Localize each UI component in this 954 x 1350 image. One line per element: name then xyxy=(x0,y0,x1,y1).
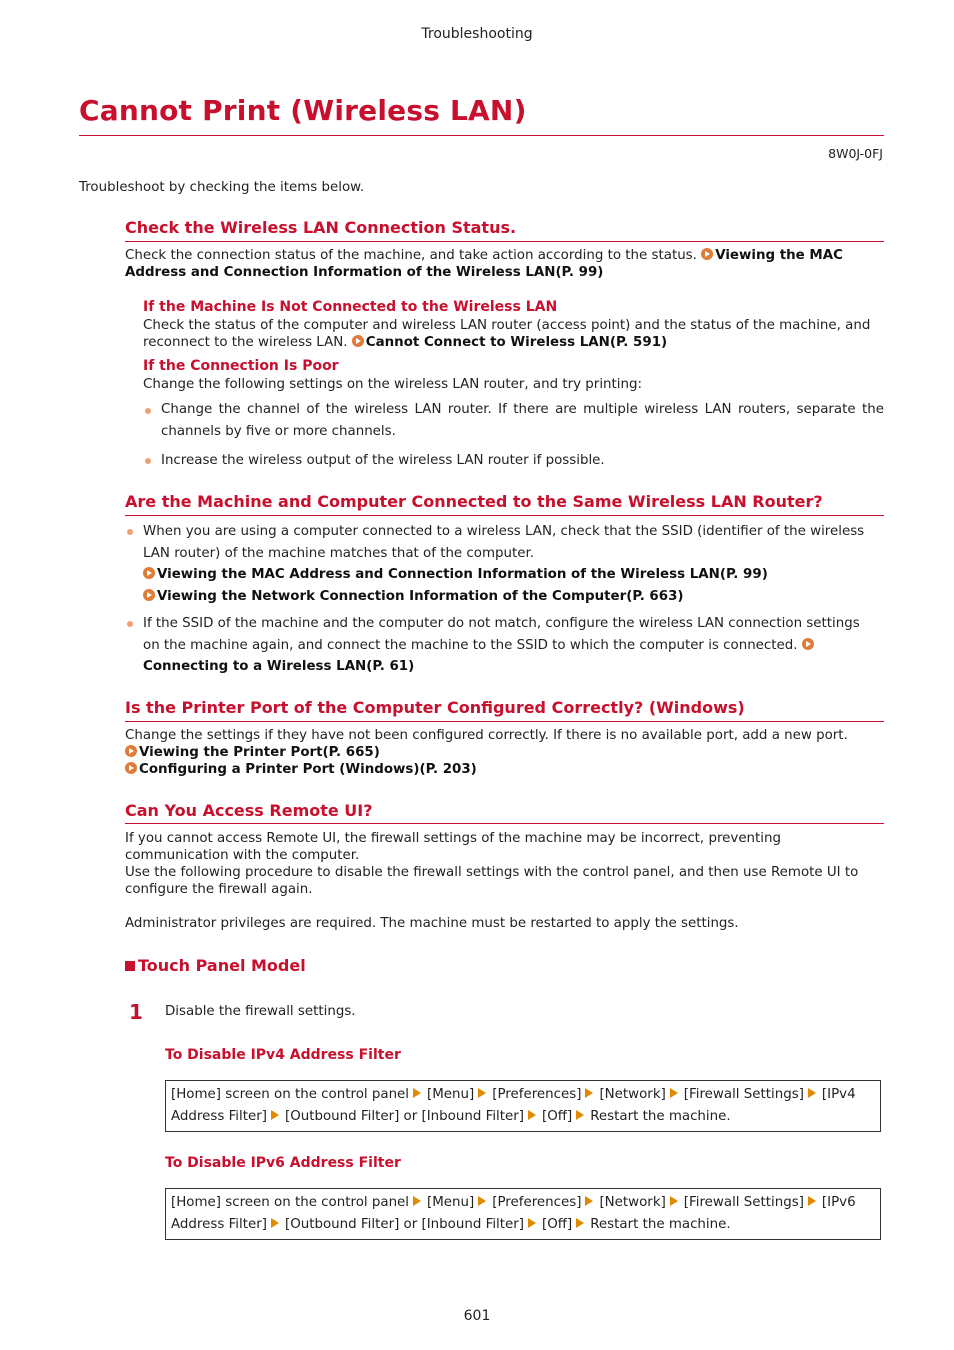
link-arrow-icon xyxy=(143,567,155,579)
link-arrow-icon xyxy=(143,589,155,601)
link-arrow-icon xyxy=(352,335,364,347)
arrow-right-icon xyxy=(808,1196,816,1206)
section-divider xyxy=(125,823,884,824)
link-mac-address-a[interactable]: Viewing the MAC xyxy=(715,248,843,263)
body-text: Administrator privileges are required. The machine must be restarted to apply the settings. xyxy=(125,916,739,931)
subheading-not-connected: If the Machine Is Not Connected to the Wireless LAN xyxy=(143,299,558,315)
list-item-text: LAN router) of the machine matches that of the computer. xyxy=(143,545,535,561)
path-step: [Home] screen on the control panel xyxy=(171,1087,410,1102)
path-step: [IPv4 xyxy=(821,1087,856,1102)
path-step: Restart the machine. xyxy=(590,1109,731,1124)
arrow-right-icon xyxy=(271,1110,279,1120)
path-step: [Outbound Filter] or [Inbound Filter] xyxy=(284,1109,524,1124)
list-item-text: Change the channel of the wireless LAN router. If there are multiple wireless LAN routers, separate the xyxy=(161,402,884,417)
arrow-right-icon xyxy=(585,1088,593,1098)
link-viewing-printer-port[interactable]: Viewing the Printer Port(P. 665) xyxy=(139,745,380,760)
square-bullet-icon xyxy=(125,961,135,971)
path-step: [Firewall Settings] xyxy=(683,1195,804,1210)
arrow-right-icon xyxy=(478,1196,486,1206)
section-heading-same-router: Are the Machine and Computer Connected to the Same Wireless LAN Router? xyxy=(125,492,823,511)
model-heading-text: Touch Panel Model xyxy=(138,956,306,975)
path-step: [IPv6 xyxy=(821,1195,856,1210)
subheading-ipv4: To Disable IPv4 Address Filter xyxy=(165,1047,401,1063)
subheading-poor-connection: If the Connection Is Poor xyxy=(143,358,339,374)
step-number: 1 xyxy=(129,1000,143,1024)
body-text: Change the settings if they have not been configured correctly. If there is no available port, add a new port. xyxy=(125,728,848,743)
section-heading-remote-ui: Can You Access Remote UI? xyxy=(125,801,373,820)
ipv4-procedure-box xyxy=(165,1080,881,1132)
document-id: 8W0J-0FJ xyxy=(828,146,883,161)
body-text: Check the connection status of the machine, and take action according to the status. xyxy=(125,248,697,263)
body-text: Use the following procedure to disable the firewall settings with the control panel, and then use Remote UI to xyxy=(125,865,859,880)
list-item-text: When you are using a computer connected to a wireless LAN, check that the SSID (identifier of the wireless xyxy=(143,524,865,539)
arrow-right-icon xyxy=(528,1110,536,1120)
link-network-connection[interactable]: Viewing the Network Connection Information of the Computer(P. 663) xyxy=(157,588,684,604)
body-text: communication with the computer. xyxy=(125,848,360,863)
path-step: [Network] xyxy=(599,1195,666,1210)
path-step: [Off] xyxy=(541,1217,573,1232)
link-arrow-icon xyxy=(125,762,137,774)
model-heading xyxy=(125,956,306,975)
section-body xyxy=(125,247,885,281)
step-text: Disable the firewall settings. xyxy=(165,1004,356,1019)
arrow-right-icon xyxy=(576,1218,584,1228)
list-item-text: channels by five or more channels. xyxy=(161,424,396,439)
arrow-right-icon xyxy=(271,1218,279,1228)
arrow-right-icon xyxy=(808,1088,816,1098)
body-text: reconnect to the wireless LAN. xyxy=(143,335,348,350)
path-step: Restart the machine. xyxy=(590,1217,731,1232)
link-configuring-printer-port[interactable]: Configuring a Printer Port (Windows)(P. 203) xyxy=(139,762,477,777)
section-body xyxy=(125,830,885,932)
arrow-right-icon xyxy=(528,1218,536,1228)
link-mac-address[interactable]: Viewing the MAC Address and Connection Information of the Wireless LAN(P. 99) xyxy=(157,567,768,582)
section-divider xyxy=(125,721,884,722)
link-mac-address-b[interactable]: Address and Connection Information of the Wireless LAN(P. 99) xyxy=(125,265,604,280)
page-number: 601 xyxy=(463,1308,491,1324)
body-text: If you cannot access Remote UI, the firewall settings of the machine may be incorrect, preventing xyxy=(125,831,781,846)
link-arrow-icon xyxy=(125,745,137,757)
path-step: [Menu] xyxy=(427,1195,475,1210)
arrow-right-icon xyxy=(413,1088,421,1098)
bullet-icon xyxy=(127,621,133,627)
arrow-right-icon xyxy=(585,1196,593,1206)
link-arrow-icon xyxy=(701,248,713,260)
subsection-body xyxy=(143,317,885,351)
path-step: Address Filter] xyxy=(171,1109,267,1124)
path-step: [Home] screen on the control panel xyxy=(171,1195,410,1210)
link-arrow-icon xyxy=(802,638,814,650)
path-step: Address Filter] xyxy=(171,1217,267,1232)
list-item xyxy=(161,399,884,443)
section-divider xyxy=(125,241,884,242)
path-step: [Outbound Filter] or [Inbound Filter] xyxy=(284,1217,524,1232)
body-text: Check the status of the computer and wireless LAN router (access point) and the status of the machine, and xyxy=(143,318,871,333)
link-connecting-wireless[interactable]: Connecting to a Wireless LAN(P. 61) xyxy=(143,659,415,674)
page-title: Cannot Print (Wireless LAN) xyxy=(79,94,527,127)
arrow-right-icon xyxy=(413,1196,421,1206)
path-step: [Firewall Settings] xyxy=(683,1087,804,1102)
section-divider xyxy=(125,515,884,516)
section-heading-wireless-status: Check the Wireless LAN Connection Status. xyxy=(125,218,517,237)
list-item: Increase the wireless output of the wireless LAN router if possible. xyxy=(161,453,605,468)
arrow-right-icon xyxy=(670,1196,678,1206)
path-step: [Network] xyxy=(599,1087,666,1102)
list-item-text: If the SSID of the machine and the computer do not match, configure the wireless LAN connection settings xyxy=(143,616,860,631)
intro-text: Troubleshoot by checking the items below. xyxy=(79,180,365,195)
subheading-ipv6: To Disable IPv6 Address Filter xyxy=(165,1155,401,1171)
path-step: [Off] xyxy=(541,1109,573,1124)
path-step: [Preferences] xyxy=(492,1087,582,1102)
title-divider xyxy=(79,135,884,136)
list-item xyxy=(143,521,885,607)
section-heading-printer-port: Is the Printer Port of the Computer Configured Correctly? (Windows) xyxy=(125,698,745,717)
path-step: [Preferences] xyxy=(492,1195,582,1210)
arrow-right-icon xyxy=(478,1088,486,1098)
ipv6-procedure-box xyxy=(165,1188,881,1240)
bullet-icon xyxy=(145,458,151,464)
bullet-icon xyxy=(127,529,133,535)
path-step: [Menu] xyxy=(427,1087,475,1102)
list-item-text: on the machine again, and connect the machine to the SSID to which the computer is connected. xyxy=(143,637,798,653)
arrow-right-icon xyxy=(670,1088,678,1098)
list-item xyxy=(143,613,885,678)
arrow-right-icon xyxy=(576,1110,584,1120)
section-body xyxy=(125,727,885,778)
body-text: Change the following settings on the wireless LAN router, and try printing: xyxy=(143,377,642,392)
body-text: configure the firewall again. xyxy=(125,882,313,897)
running-head: Troubleshooting xyxy=(421,26,533,42)
bullet-icon xyxy=(145,408,151,414)
link-cannot-connect[interactable]: Cannot Connect to Wireless LAN(P. 591) xyxy=(365,335,668,350)
